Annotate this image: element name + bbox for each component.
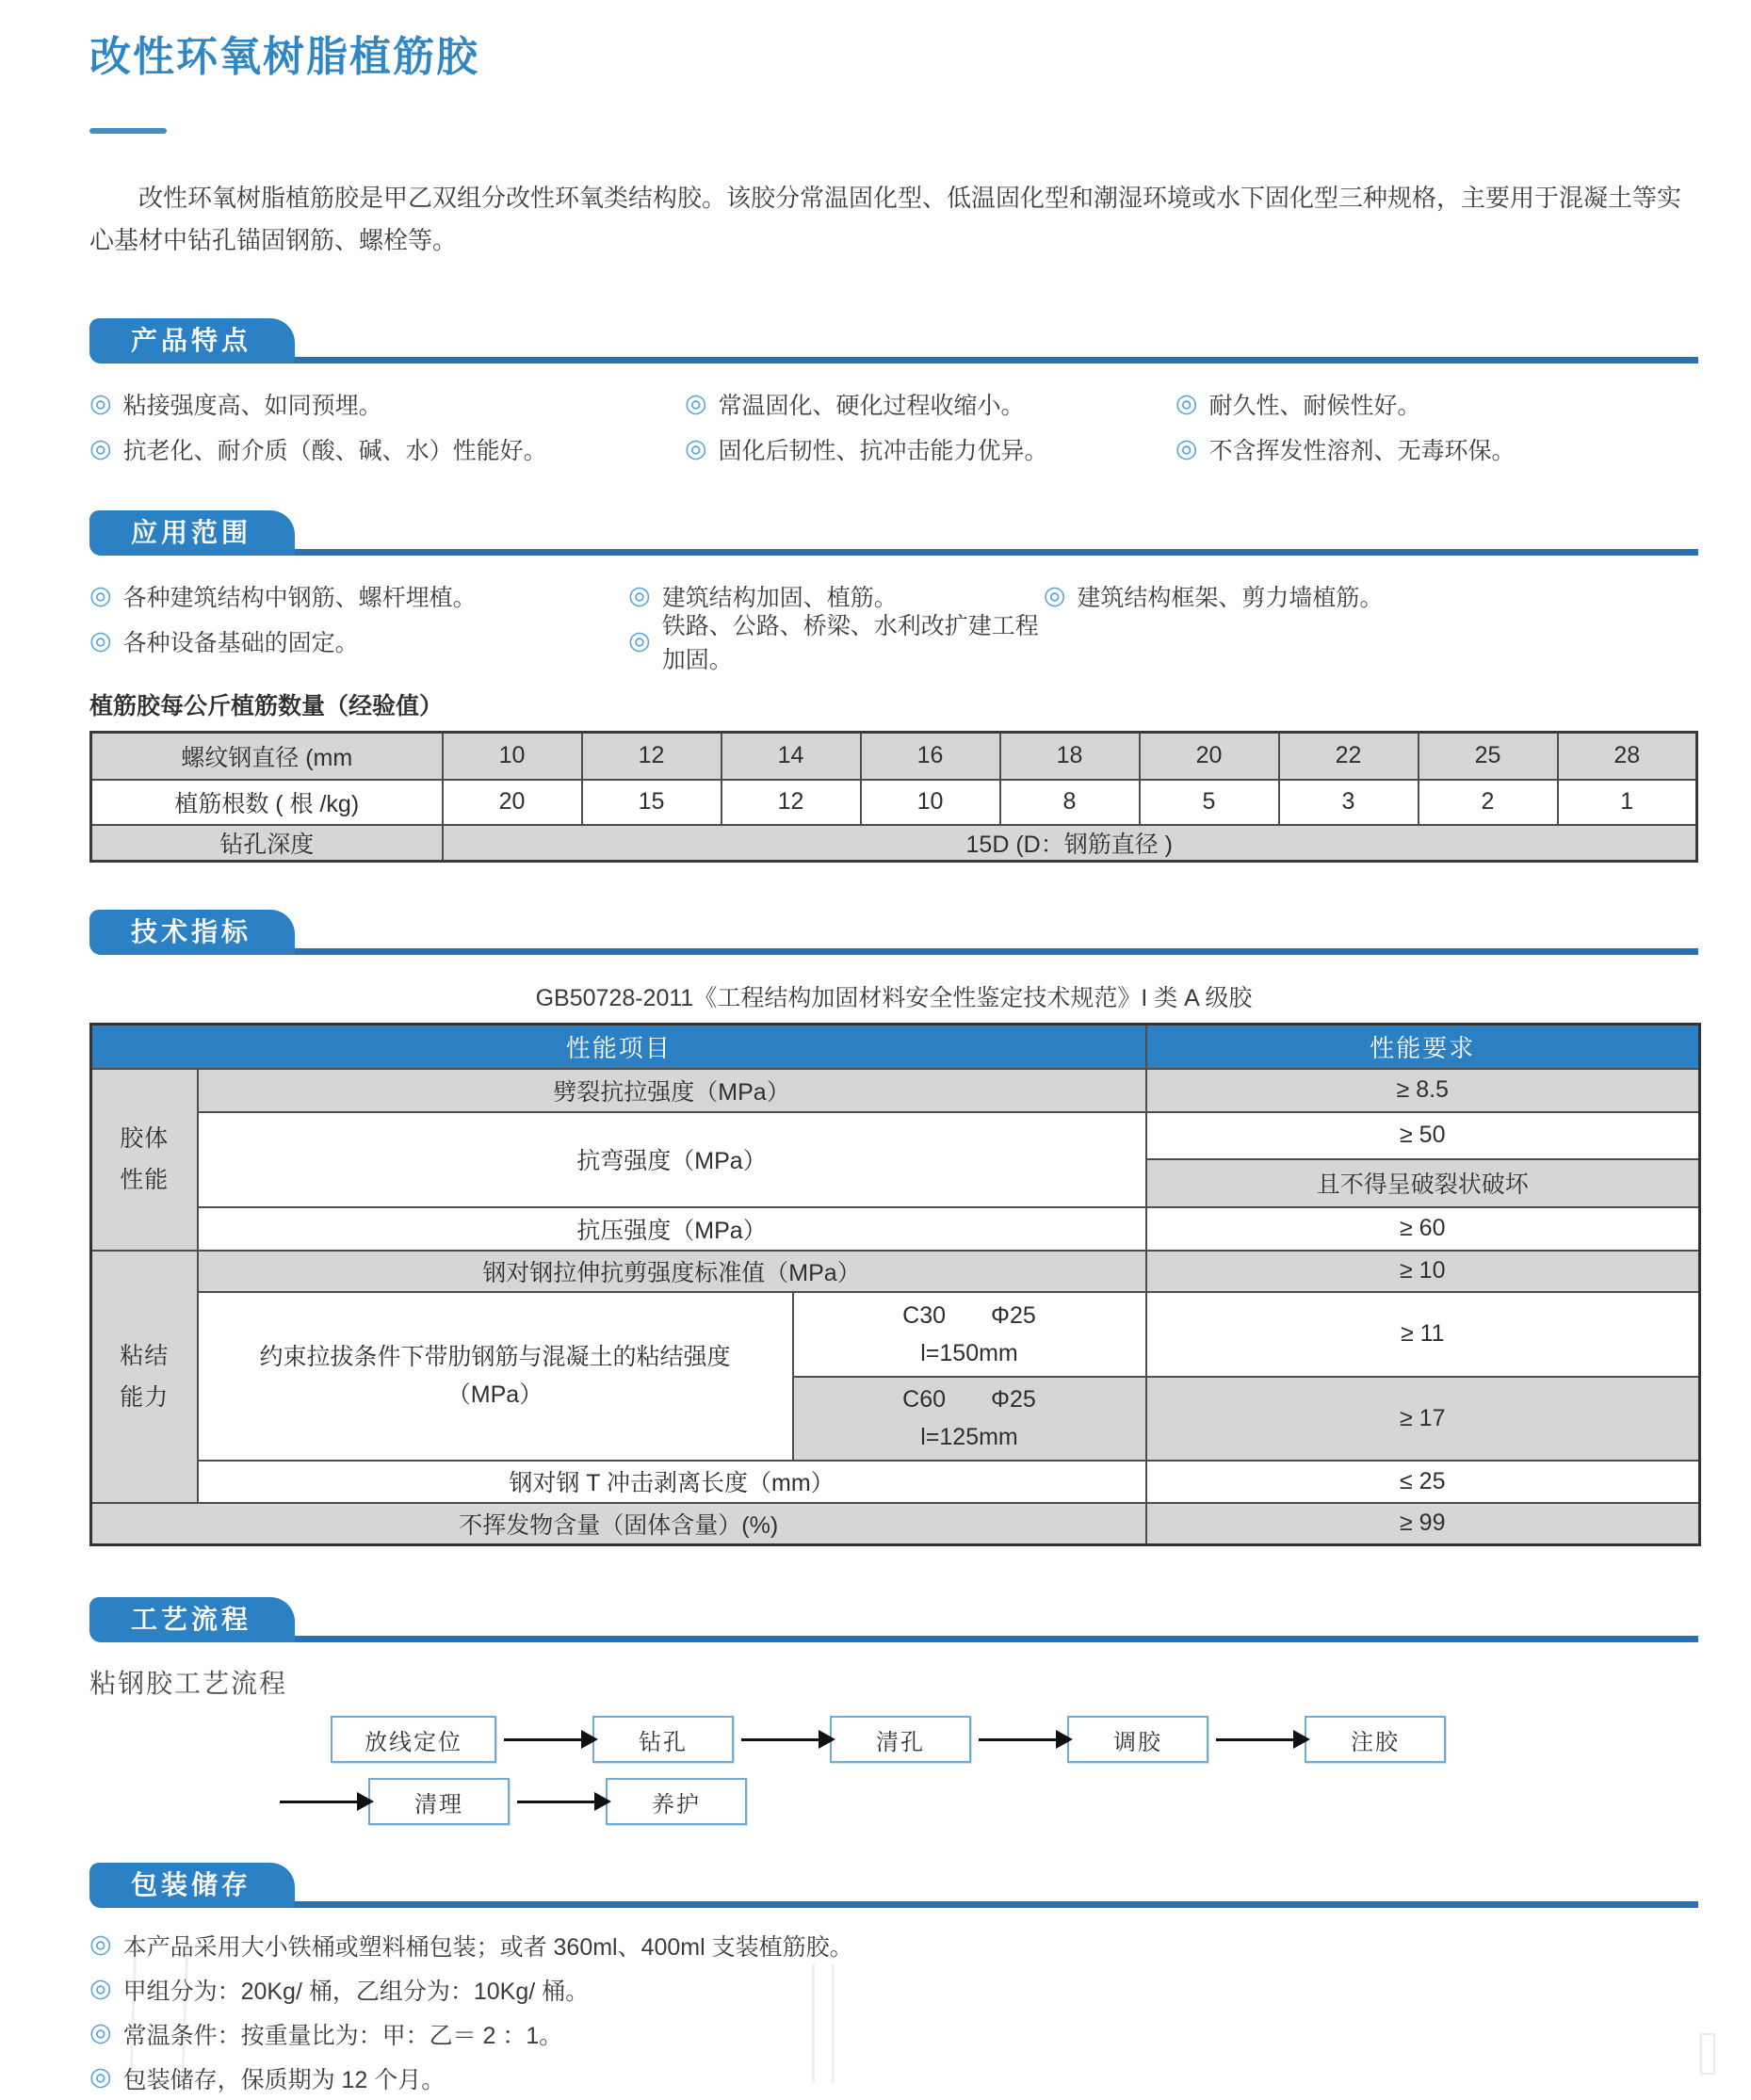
list-item xyxy=(89,2056,1698,2100)
standard-note: GB50728-2011《工程结构加固材料安全性鉴定技术规范》I 类 A 级胶 xyxy=(535,985,1253,1011)
cell: 1 xyxy=(1558,780,1697,825)
list-item-text: 各种建筑结构中钢筋、螺杆埋植。 xyxy=(122,585,477,611)
intro-paragraph: 改性环氧树脂植筋胶是甲乙双组分改性环氧类结构胶。该胶分常温固化型、低温固化型和潮湿环境或水下固化型三种规格，主要用于混凝土等实心基材中钻孔锚固钢筋、螺栓等。 xyxy=(89,184,1682,254)
features-list xyxy=(89,382,1698,471)
cell: 20 xyxy=(1140,733,1279,780)
flow-step: 放线定位 xyxy=(331,1716,496,1763)
section-features xyxy=(89,318,1698,471)
group-cell: 粘结能力 xyxy=(91,1251,198,1503)
rebar-count-table xyxy=(89,731,1698,863)
req-cell: ≤ 25 xyxy=(1146,1461,1700,1503)
table-row xyxy=(91,780,1697,825)
req-cell: ≥ 50 xyxy=(1146,1112,1700,1159)
section-header xyxy=(89,910,1698,955)
arrow-right-icon xyxy=(741,1738,822,1741)
list-item xyxy=(1175,428,1698,471)
col-header-req: 性能要求 xyxy=(1146,1025,1700,1069)
cell: 5 xyxy=(1140,780,1279,825)
section-header xyxy=(89,318,1698,363)
specs-table xyxy=(89,1023,1701,1546)
ring-bullet-icon: ◎ xyxy=(628,625,651,654)
cell: 8 xyxy=(1000,780,1140,825)
req-cell: ≥ 10 xyxy=(1146,1251,1700,1292)
page-content xyxy=(89,0,1698,2100)
table-row xyxy=(91,1461,1700,1503)
title-dash xyxy=(89,128,167,134)
list-item xyxy=(89,574,628,618)
applications-list xyxy=(89,574,1698,673)
table-row xyxy=(91,825,1697,862)
list-item xyxy=(1044,574,1698,618)
ring-bullet-icon: ◎ xyxy=(89,580,112,609)
list-item xyxy=(1175,382,1698,426)
property-cell: 约束拉拔条件下带肋钢筋与混凝土的粘结强度（MPa） xyxy=(198,1292,793,1461)
flow-step: 调胶 xyxy=(1067,1716,1208,1763)
table-row xyxy=(91,1251,1700,1292)
rebar-table-caption: 植筋胶每公斤植筋数量（经验值） xyxy=(89,693,444,719)
list-item-text: 常温固化、硬化过程收缩小。 xyxy=(718,393,1025,419)
cell: 3 xyxy=(1279,780,1419,825)
ring-bullet-icon: ◎ xyxy=(89,2062,112,2091)
req-cell: 且不得呈破裂状破坏 xyxy=(1146,1159,1700,1207)
list-item-text: 甲组分为：20Kg/ 桶，乙组分为：10Kg/ 桶。 xyxy=(122,1978,590,2005)
list-item-text: 各种设备基础的固定。 xyxy=(122,630,359,656)
flow-step: 清理 xyxy=(368,1778,510,1825)
req-cell: ≥ 17 xyxy=(1146,1377,1700,1461)
cell: 10 xyxy=(861,780,1000,825)
condition-cell: C60 Φ25 l=125mm xyxy=(793,1377,1146,1461)
ring-bullet-icon: ◎ xyxy=(1043,580,1066,609)
flow-step: 钻孔 xyxy=(592,1716,734,1763)
col-header-item: 性能项目 xyxy=(91,1025,1146,1069)
section-header xyxy=(89,510,1698,556)
list-item xyxy=(685,428,1175,471)
table-header-row xyxy=(91,1025,1700,1069)
cell: 22 xyxy=(1279,733,1419,780)
cell-drill-depth: 15D (D：钢筋直径 ) xyxy=(443,825,1697,862)
list-item-text: 本产品采用大小铁桶或塑料桶包装；或者 360ml、400ml 支装植筋胶。 xyxy=(122,1933,853,1961)
cell: 12 xyxy=(582,733,721,780)
section-tab-features: 产品特点 xyxy=(89,318,295,363)
section-header xyxy=(89,1597,1698,1642)
cell: 12 xyxy=(721,780,861,825)
ring-bullet-icon: ◎ xyxy=(89,625,112,654)
list-item-text: 建筑结构加固、植筋。 xyxy=(661,585,898,611)
cell: 20 xyxy=(443,780,582,825)
ring-bullet-icon: ◎ xyxy=(89,1930,112,1958)
ring-bullet-icon: ◎ xyxy=(89,433,112,462)
flow-subtitle: 粘钢胶工艺流程 xyxy=(89,1669,288,1698)
list-item xyxy=(89,1923,1698,1967)
flow-row-2 xyxy=(272,1778,1698,1825)
arrow-right-icon xyxy=(504,1738,585,1741)
ring-bullet-icon: ◎ xyxy=(1175,388,1198,417)
list-item-text: 固化后韧性、抗冲击能力优异。 xyxy=(718,438,1048,464)
list-item-text: 包装储存，保质期为 12 个月。 xyxy=(122,2066,446,2093)
row-header: 螺纹钢直径 (mm xyxy=(91,733,443,780)
row-header: 植筋根数 ( 根 /kg) xyxy=(91,780,443,825)
watermark xyxy=(1700,2033,1715,2075)
section-tab-applications: 应用范围 xyxy=(89,510,295,556)
section-process xyxy=(89,1597,1698,1825)
list-item xyxy=(89,620,628,663)
flow-row-1 xyxy=(331,1716,1698,1763)
flow-step: 清孔 xyxy=(830,1716,971,1763)
row-header: 钻孔深度 xyxy=(91,825,443,862)
list-item xyxy=(628,613,1044,673)
cell: 14 xyxy=(721,733,861,780)
cell: 15 xyxy=(582,780,721,825)
table-row xyxy=(91,1292,1700,1377)
section-tab-specs: 技术指标 xyxy=(89,910,295,955)
cell: 2 xyxy=(1419,780,1558,825)
list-item xyxy=(89,382,685,426)
cell: 25 xyxy=(1419,733,1558,780)
ring-bullet-icon: ◎ xyxy=(89,388,112,417)
ring-bullet-icon: ◎ xyxy=(684,433,707,462)
list-item-text: 不含挥发性溶剂、无毒环保。 xyxy=(1208,438,1516,464)
table-row xyxy=(91,1112,1700,1159)
flow-step: 养护 xyxy=(606,1778,747,1825)
req-cell: ≥ 11 xyxy=(1146,1292,1700,1377)
packaging-list xyxy=(89,1923,1698,2100)
section-rule xyxy=(295,357,1698,363)
list-item-text: 建筑结构框架、剪力墙植筋。 xyxy=(1077,585,1384,611)
req-cell: ≥ 60 xyxy=(1146,1207,1700,1251)
property-cell: 抗弯强度（MPa） xyxy=(198,1112,1146,1207)
page-title: 改性环氧树脂植筋胶 xyxy=(89,34,479,80)
ring-bullet-icon: ◎ xyxy=(89,1974,112,2002)
ring-bullet-icon: ◎ xyxy=(1175,433,1198,462)
list-item xyxy=(89,428,685,471)
list-item-text: 耐久性、耐候性好。 xyxy=(1208,393,1421,419)
list-item-text: 常温条件：按重量比为：甲：乙＝ 2 ：1。 xyxy=(122,2022,563,2049)
cell: 18 xyxy=(1000,733,1140,780)
section-packaging xyxy=(89,1863,1698,2100)
section-rule xyxy=(295,1901,1698,1908)
property-cell: 不挥发物含量（固体含量）(%) xyxy=(91,1503,1146,1545)
req-cell: ≥ 99 xyxy=(1146,1503,1700,1545)
property-cell: 钢对钢 T 冲击剥离长度（mm） xyxy=(198,1461,1146,1503)
list-item xyxy=(89,2011,1698,2056)
property-cell: 劈裂抗拉强度（MPa） xyxy=(198,1069,1146,1112)
flow-step: 注胶 xyxy=(1305,1716,1446,1763)
condition-cell: C30 Φ25 l=150mm xyxy=(793,1292,1146,1377)
cell: 28 xyxy=(1558,733,1697,780)
section-applications xyxy=(89,510,1698,673)
cell: 16 xyxy=(861,733,1000,780)
property-cell: 钢对钢拉伸抗剪强度标准值（MPa） xyxy=(198,1251,1146,1292)
list-item-text: 粘接强度高、如同预埋。 xyxy=(122,393,382,419)
list-item-text: 抗老化、耐介质（酸、碱、水）性能好。 xyxy=(122,438,547,464)
arrow-right-icon xyxy=(517,1801,598,1803)
section-tab-process: 工艺流程 xyxy=(89,1597,295,1642)
arrow-right-icon xyxy=(979,1738,1060,1741)
list-item xyxy=(89,1967,1698,2011)
section-tab-packaging: 包装储存 xyxy=(89,1863,295,1908)
section-header xyxy=(89,1863,1698,1908)
ring-bullet-icon: ◎ xyxy=(684,388,707,417)
arrow-right-icon xyxy=(1216,1738,1297,1741)
list-item xyxy=(685,382,1175,426)
ring-bullet-icon: ◎ xyxy=(628,580,651,609)
list-item-empty xyxy=(1044,620,1698,663)
arrow-right-icon xyxy=(280,1801,361,1803)
cell: 10 xyxy=(443,733,582,780)
req-cell: ≥ 8.5 xyxy=(1146,1069,1700,1112)
section-specs xyxy=(89,910,1698,1546)
property-cell: 抗压强度（MPa） xyxy=(198,1207,1146,1251)
group-cell: 胶体性能 xyxy=(91,1069,198,1251)
list-item-text: 铁路、公路、桥梁、水利改扩建工程加固。 xyxy=(661,613,1039,673)
table-row xyxy=(91,733,1697,780)
table-row xyxy=(91,1503,1700,1545)
section-rule xyxy=(295,549,1698,556)
table-row xyxy=(91,1207,1700,1251)
section-rule xyxy=(295,948,1698,955)
section-rule xyxy=(295,1636,1698,1642)
table-row xyxy=(91,1069,1700,1112)
ring-bullet-icon: ◎ xyxy=(89,2018,112,2046)
